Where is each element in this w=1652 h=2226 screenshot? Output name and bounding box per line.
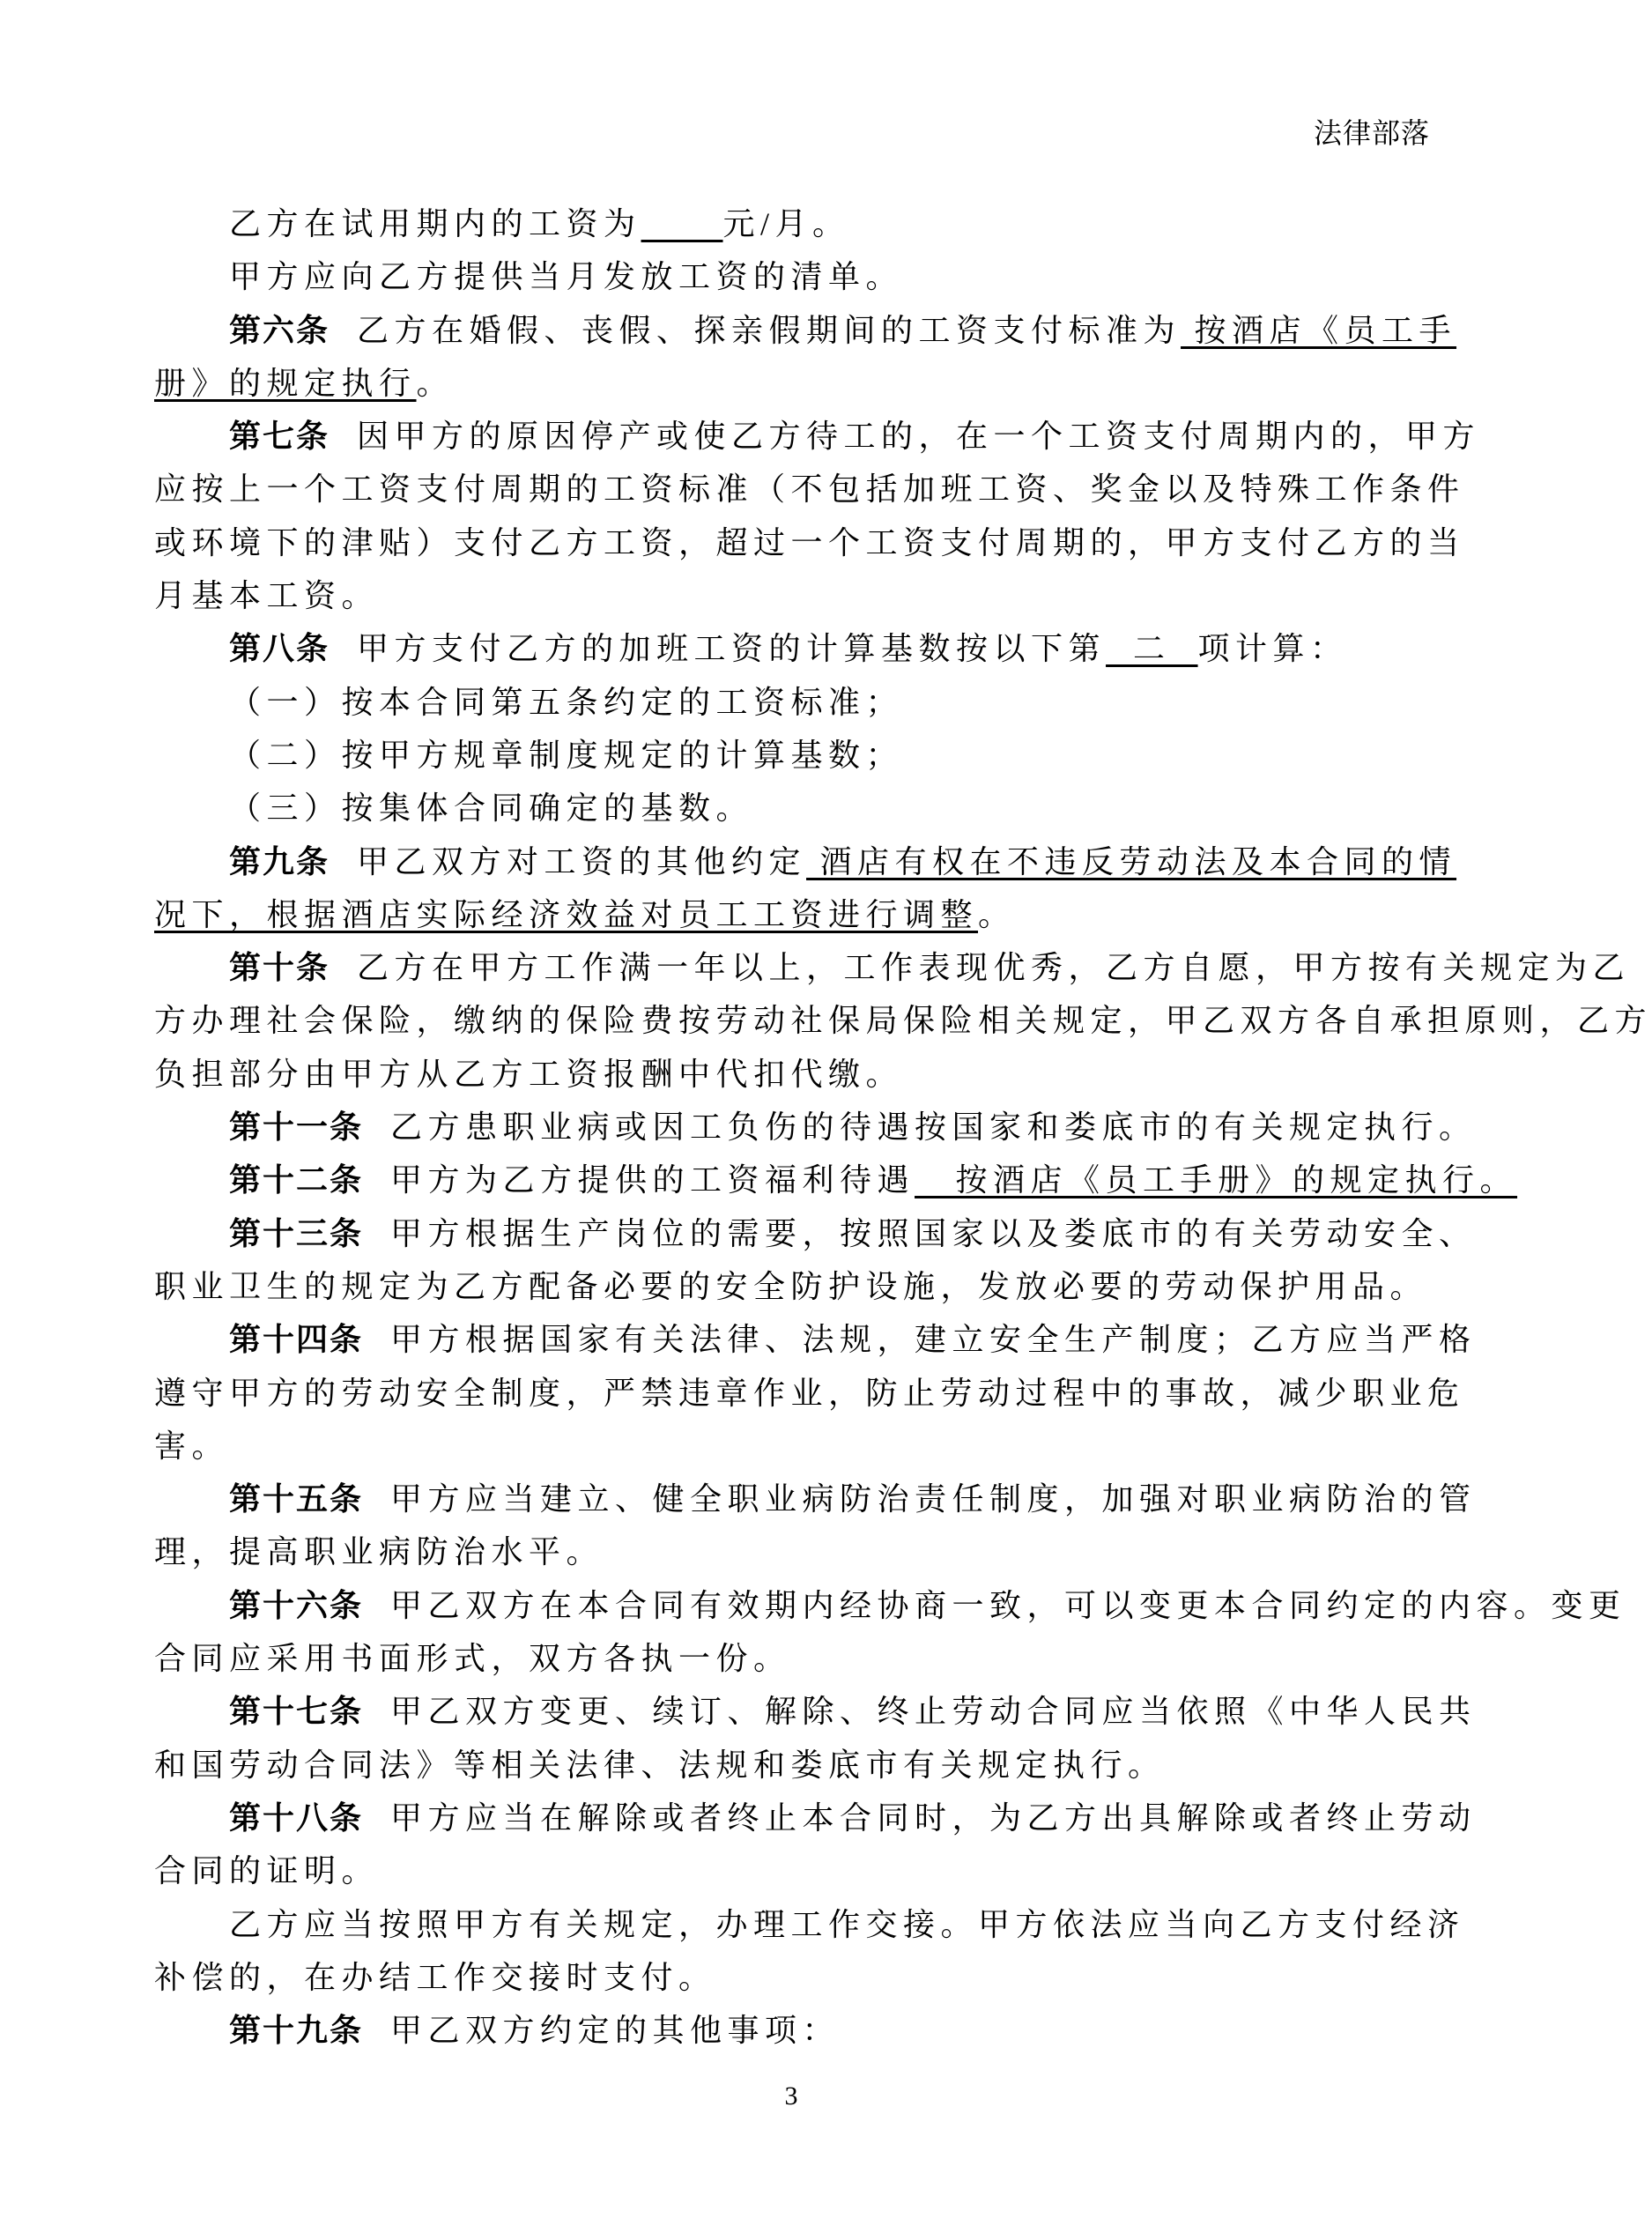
text-segment: 甲方应向乙方提供当月发放工资的清单。: [229, 259, 904, 295]
text-line: [154, 676, 1433, 729]
text-line: [154, 1154, 1518, 1206]
article-number: 第十九条: [229, 2013, 364, 2049]
text-segment: 因甲方的原因停产或使乙方待工的，在一个工资支付周期内的，甲方: [330, 419, 1481, 455]
document-body: [154, 197, 1652, 2057]
text-segment: 甲方根据生产岗位的需要，按照国家以及娄底市的有关劳动安全、: [363, 1215, 1477, 1251]
article-number: 第七条: [229, 419, 330, 455]
text-line: [154, 1685, 1477, 1738]
text-segment: 负担部分由甲方从乙方工资报酬中代扣代缴。: [154, 1056, 904, 1092]
text-segment: 甲方支付乙方的加班工资的计算基数按以下第: [330, 631, 1107, 667]
text-segment: 乙方应当按照甲方有关规定，办理工作交接。甲方依法应当向乙方支付经济: [229, 1906, 1465, 1942]
text-segment: 害。: [154, 1428, 230, 1464]
article-number: 第十条: [229, 950, 330, 986]
filled-field: 册》的规定执行: [154, 365, 417, 401]
text-segment: （三）按集体合同确定的基数。: [229, 790, 754, 827]
text-line: [154, 516, 1465, 569]
text-line: [154, 782, 1433, 835]
text-segment: 遵守甲方的劳动安全制度，严禁违章作业，防止劳动过程中的事故，减少职业危: [154, 1375, 1465, 1411]
text-line: [154, 729, 1433, 782]
filled-field: [641, 206, 723, 241]
text-line: [154, 1207, 1477, 1260]
text-line: [154, 1101, 1477, 1154]
text-line: [154, 304, 1457, 357]
text-line: [154, 250, 1433, 303]
text-segment: 甲方为乙方提供的工资福利待遇: [363, 1162, 915, 1198]
text-segment: 或环境下的津贴）支付乙方工资，超过一个工资支付周期的，甲方支付乙方的当: [154, 524, 1465, 560]
text-line: [154, 888, 1433, 941]
text-line: [154, 1367, 1465, 1420]
filled-field: 酒店有权在不违反劳动法及本合同的情: [806, 843, 1457, 879]
page-number: 3: [784, 2081, 798, 2111]
text-segment: 。: [416, 365, 455, 401]
article-number: 第十二条: [229, 1162, 364, 1198]
text-line: [154, 2004, 1433, 2057]
text-segment: 理，提高职业病防治水平。: [154, 1534, 604, 1570]
text-segment: 甲乙双方在本合同有效期内经协商一致，可以变更本合同约定的内容。变更: [363, 1587, 1626, 1623]
text-segment: 乙方患职业病或因工负伤的待遇按国家和娄底市的有关规定执行。: [363, 1109, 1477, 1146]
text-segment: 元/月。: [722, 206, 850, 241]
text-segment: 乙方在甲方工作满一年以上，工作表现优秀，乙方自愿，甲方按有关规定为乙: [330, 950, 1631, 986]
text-line: [154, 1792, 1477, 1844]
text-segment: （一）按本合同第五条约定的工资标准；: [229, 684, 904, 720]
text-line: [154, 463, 1465, 516]
text-line: [154, 1260, 1433, 1313]
text-segment: 乙方在试用期内的工资为: [229, 206, 641, 241]
text-line: [154, 1951, 1433, 2004]
text-line: [154, 357, 1433, 410]
filled-field: 按酒店《员工手册》的规定执行。: [915, 1162, 1518, 1198]
text-line: [154, 941, 1631, 994]
text-line: [154, 1420, 1433, 1473]
article-number: 第九条: [229, 843, 330, 879]
text-segment: 合同的证明。: [154, 1853, 380, 1889]
page-header: 法律部落: [1313, 117, 1430, 149]
article-number: 第十四条: [229, 1322, 364, 1358]
text-segment: 。: [978, 896, 1016, 932]
text-segment: 月基本工资。: [154, 578, 380, 614]
article-number: 第六条: [229, 312, 330, 348]
filled-field: 况下，根据酒店实际经济效益对员工工资进行调整: [154, 896, 979, 932]
filled-field: 二: [1106, 631, 1198, 667]
text-line: [154, 569, 1433, 622]
text-line: [154, 1632, 1433, 1685]
text-segment: 甲方应当建立、健全职业病防治责任制度，加强对职业病防治的管: [363, 1481, 1477, 1517]
article-number: 第十三条: [229, 1215, 364, 1251]
text-line: [154, 1579, 1626, 1632]
text-line: [154, 1525, 1433, 1578]
text-line: [154, 1048, 1433, 1101]
text-segment: （二）按甲方规章制度规定的计算基数；: [229, 737, 904, 773]
text-line: [154, 622, 1433, 675]
text-line: [154, 197, 1433, 250]
text-segment: 甲方根据国家有关法律、法规，建立安全生产制度；乙方应当严格: [363, 1322, 1477, 1358]
text-segment: 甲方应当在解除或者终止本合同时，为乙方出具解除或者终止劳动: [363, 1799, 1477, 1836]
text-segment: 甲乙双方变更、续订、解除、终止劳动合同应当依照《中华人民共: [363, 1694, 1477, 1730]
text-line: [154, 410, 1481, 463]
text-segment: 应按上一个工资支付周期的工资标准（不包括加班工资、奖金以及特殊工作条件: [154, 471, 1465, 508]
text-line: [154, 1844, 1433, 1897]
article-number: 第八条: [229, 631, 330, 667]
text-segment: 合同应采用书面形式，双方各执一份。: [154, 1641, 791, 1677]
text-line: [154, 1898, 1465, 1951]
text-segment: 甲乙双方约定的其他事项：: [363, 2013, 841, 2049]
text-line: [154, 1739, 1433, 1792]
text-segment: 职业卫生的规定为乙方配备必要的安全防护设施，发放必要的劳动保护用品。: [154, 1268, 1428, 1304]
text-segment: 项计算：: [1197, 631, 1348, 667]
article-number: 第十六条: [229, 1587, 364, 1623]
text-segment: 甲乙双方对工资的其他约定: [330, 843, 807, 879]
text-segment: 和国劳动合同法》等相关法律、法规和娄底市有关规定执行。: [154, 1747, 1166, 1783]
text-line: [154, 994, 1652, 1047]
text-segment: 乙方在婚假、丧假、探亲假期间的工资支付标准为: [330, 312, 1182, 348]
text-line: [154, 1473, 1477, 1525]
article-number: 第十八条: [229, 1799, 364, 1836]
text-line: [154, 835, 1457, 888]
filled-field: 按酒店《员工手: [1181, 312, 1457, 348]
text-segment: 方办理社会保险，缴纳的保险费按劳动社保局保险相关规定，甲乙双方各自承担原则，乙方: [154, 1003, 1652, 1039]
article-number: 第十七条: [229, 1694, 364, 1730]
article-number: 第十五条: [229, 1481, 364, 1517]
text-segment: 补偿的，在办结工作交接时支付。: [154, 1959, 716, 1995]
article-number: 第十一条: [229, 1109, 364, 1146]
text-line: [154, 1313, 1477, 1366]
